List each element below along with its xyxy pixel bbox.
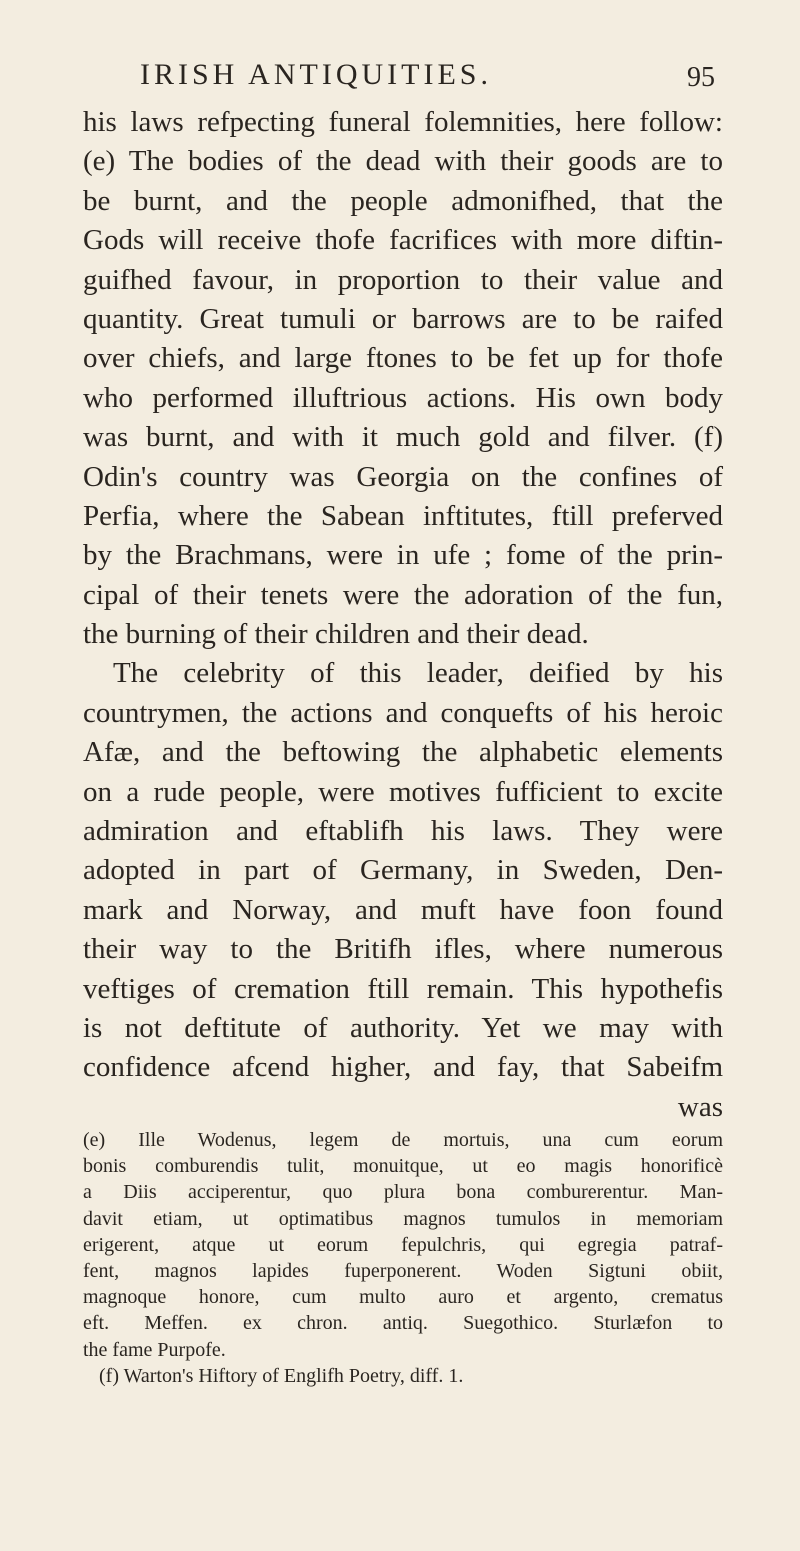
body-line: on a rude people, were motives fufficient to excite (83, 775, 723, 808)
page-header (0, 58, 800, 98)
body-line: is not deftitute of authority. Yet we may with (83, 1011, 723, 1044)
body-line: The celebrity of this leader, deified by his (113, 657, 723, 690)
body-line: Perfia, where the Sabean inftitutes, ftill preferved (83, 499, 723, 532)
footnote-line: bonis comburendis tulit, monuitque, ut eo magis honorificè (83, 1155, 723, 1178)
footnote-line: (e) Ille Wodenus, legem de mortuis, una cum eorum (83, 1129, 723, 1151)
body-line: countrymen, the actions and conquefts of his heroic (83, 696, 723, 729)
footnote-line: a Diis acciperentur, quo plura bona comburerentur. Man- (83, 1181, 723, 1204)
body-text (83, 103, 723, 1127)
body-line: adopted in part of Germany, in Sweden, Den- (83, 854, 723, 887)
footnote-line: (f) Warton's Hiftory of Englifh Poetry, diff. 1. (99, 1364, 464, 1387)
body-line: Afæ, and the beftowing the alphabetic elements (83, 736, 723, 769)
body-line: by the Brachmans, were in ufe ; fome of the prin- (83, 539, 723, 572)
body-line: (e) The bodies of the dead with their goods are to (83, 145, 723, 178)
footnotes (83, 1127, 723, 1389)
body-line: Gods will receive thofe facrifices with more diftin- (83, 224, 723, 257)
footnote-line: eft. Meffen. ex chron. antiq. Suegothico. Sturlæfon to (83, 1312, 723, 1335)
body-line: Odin's country was Georgia on the confines of (83, 460, 723, 493)
body-line: cipal of their tenets were the adoration of the fun, (83, 578, 723, 611)
body-line: be burnt, and the people admonifhed, that the (83, 184, 723, 217)
footnote-line: the fame Purpofe. (83, 1338, 226, 1361)
body-line: confidence afcend higher, and fay, that Sabeifm (83, 1051, 723, 1084)
footnote-line: erigerent, atque ut eorum fepulchris, qui egregia patraf- (83, 1233, 723, 1256)
body-line: their way to the Britifh ifles, where numerous (83, 933, 723, 966)
body-line: was burnt, and with it much gold and filver. (f) (83, 421, 723, 454)
page-number: 95 (687, 62, 715, 93)
body-line: mark and Norway, and muft have foon found (83, 893, 723, 926)
catchword: was (677, 1090, 723, 1123)
body-line: who performed illuftrious actions. His own body (83, 381, 723, 414)
footnote-line: davit etiam, ut optimatibus magnos tumulos in memoriam (83, 1207, 723, 1230)
footnote-line: magnoque honore, cum multo auro et argento, crematus (83, 1286, 723, 1309)
body-line: his laws refpecting funeral folemnities, here follow: (83, 106, 723, 138)
body-line: guifhed favour, in proportion to their value and (83, 263, 723, 296)
body-line: quantity. Great tumuli or barrows are to be raifed (83, 302, 723, 335)
footnote-line: fent, magnos lapides fuperponerent. Woden Sigtuni obiit, (83, 1259, 723, 1282)
body-line: veftiges of cremation ftill remain. This hypothefis (83, 972, 723, 1005)
running-title: IRISH ANTIQUITIES. (140, 58, 492, 91)
body-line: the burning of their children and their dead. (83, 618, 589, 651)
body-line: over chiefs, and large ftones to be fet up for thofe (83, 342, 723, 375)
body-line: admiration and eftablifh his laws. They were (83, 815, 723, 848)
